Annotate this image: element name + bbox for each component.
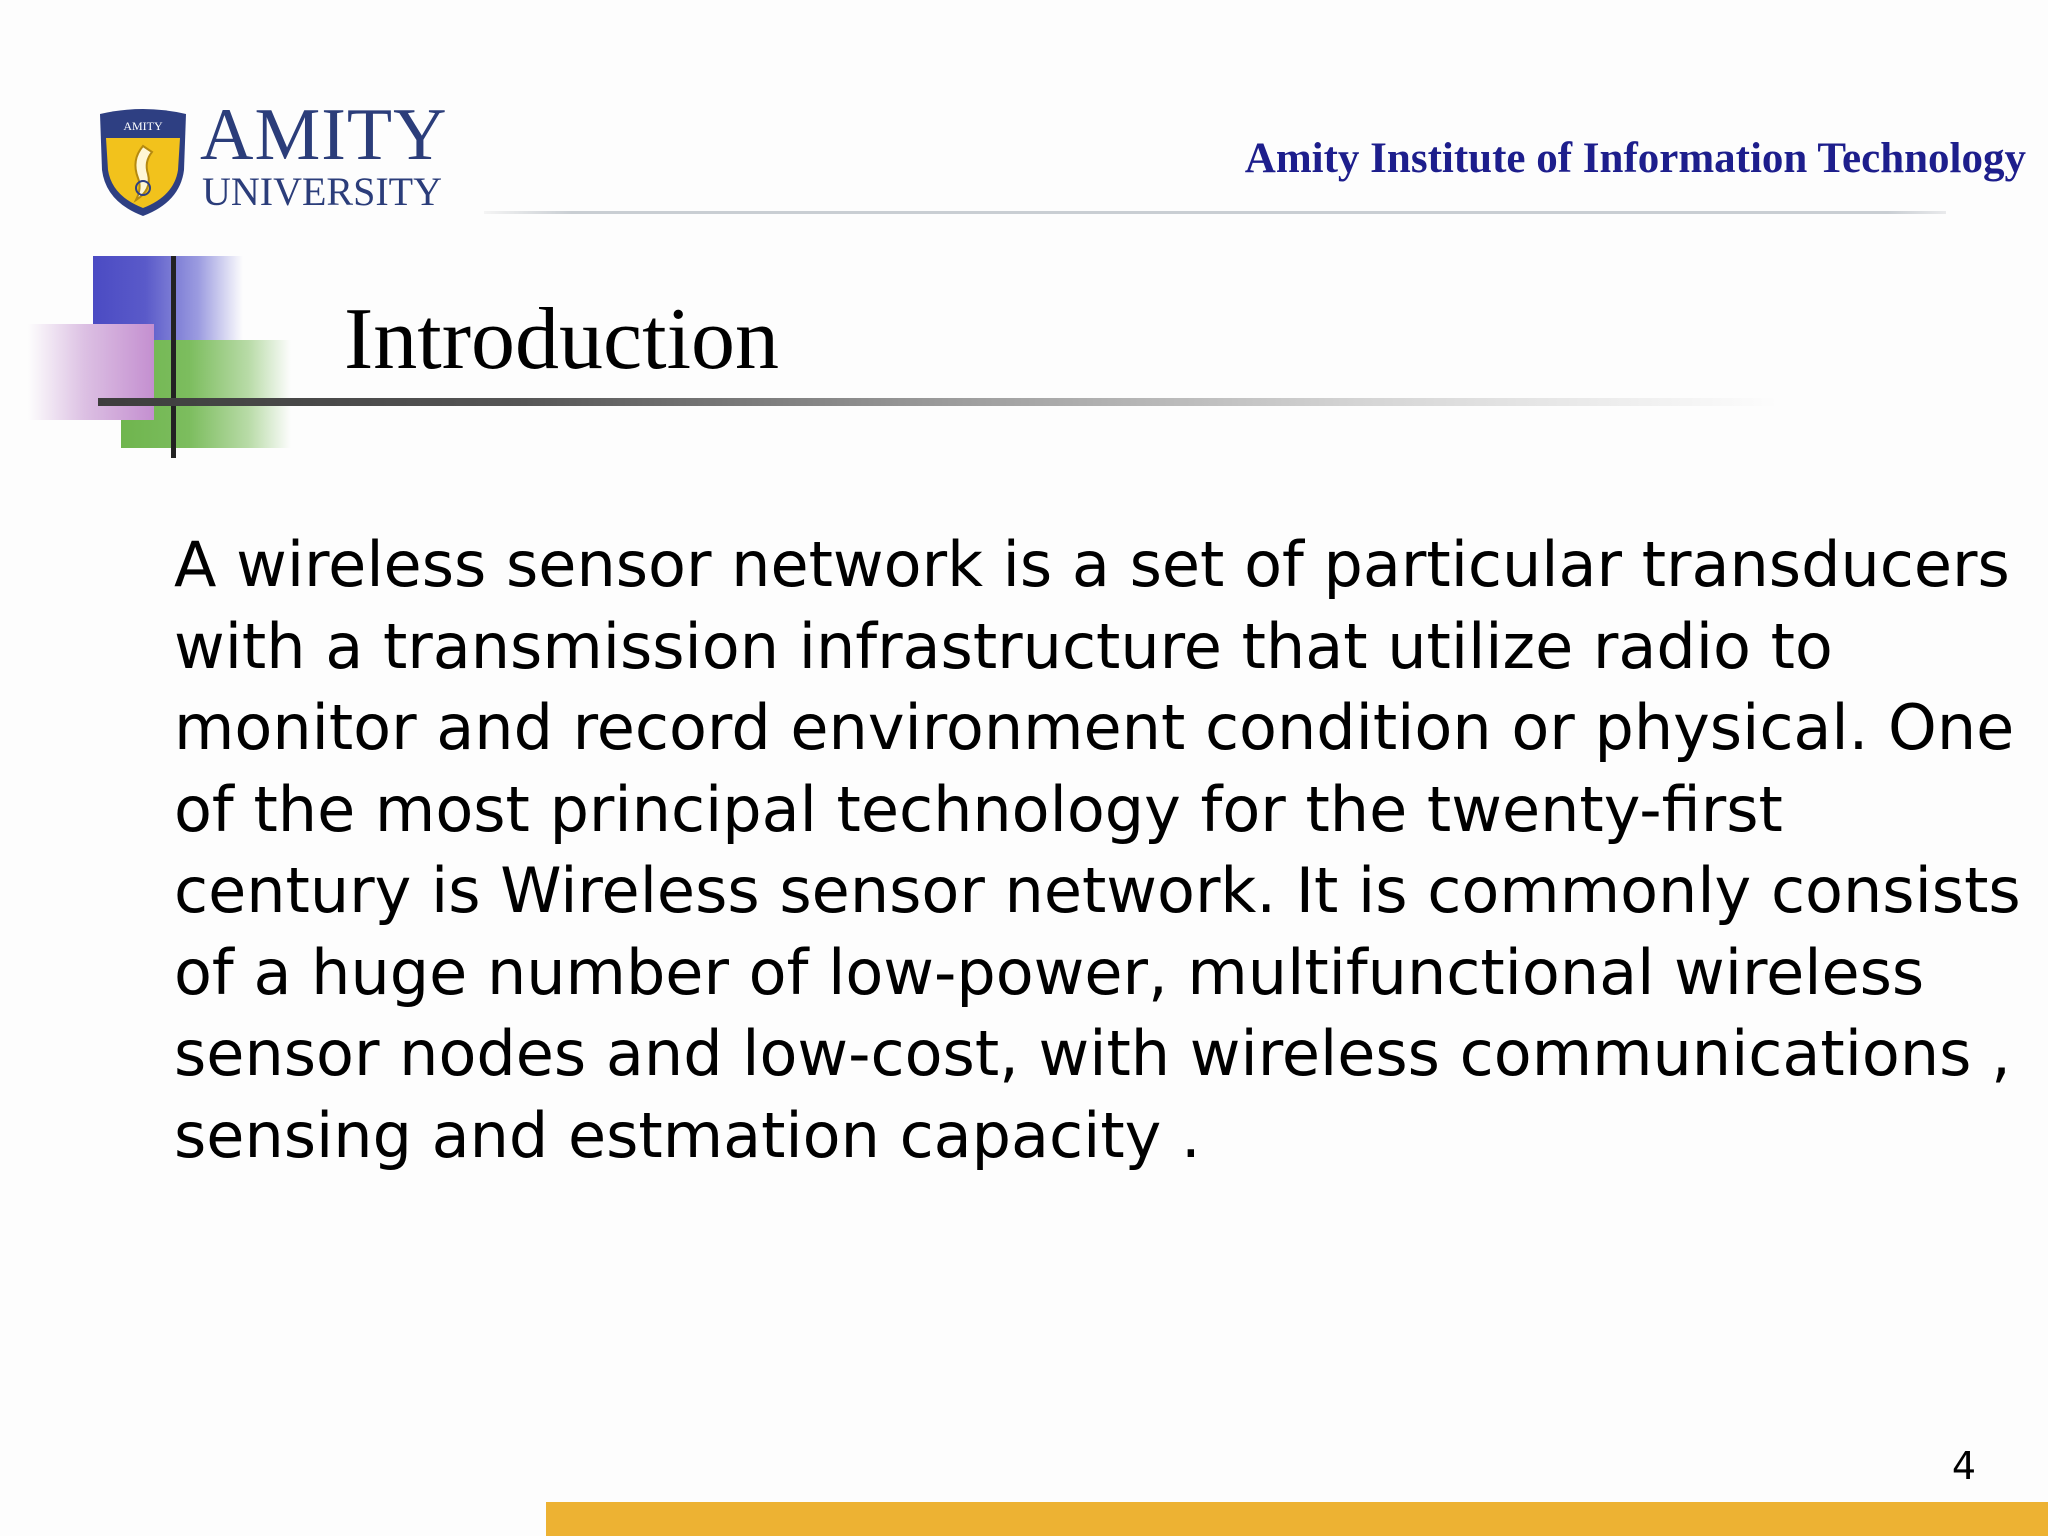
- logo-subtitle: UNIVERSITY: [202, 169, 442, 214]
- title-divider: [98, 398, 1778, 406]
- footer-accent-bar: [546, 1502, 2048, 1536]
- amity-university-logo: [96, 94, 448, 222]
- slide-body-text: A wireless sensor network is a set of particular transducers with a transmission infrastructure that utilize radio to monitor and record environment condition or physical. One of the most principal technology for the twenty-first century is Wireless sensor network. It is commonly consists of a huge number of low-power, multifunctional wireless sensor nodes and low-cost, with wireless communications , sensing and estmation capacity .: [174, 528, 2021, 1172]
- header-divider: [484, 211, 1946, 214]
- shield-label: AMITY: [123, 119, 163, 133]
- decor-vertical-line: [171, 256, 176, 458]
- page-number: 4: [1951, 1444, 1976, 1488]
- slide-title: Introduction: [344, 291, 780, 388]
- institute-name: Amity Institute of Information Technology: [1244, 135, 2026, 182]
- logo-wordmark: AMITY: [200, 94, 448, 176]
- university-shield-icon: [96, 108, 190, 218]
